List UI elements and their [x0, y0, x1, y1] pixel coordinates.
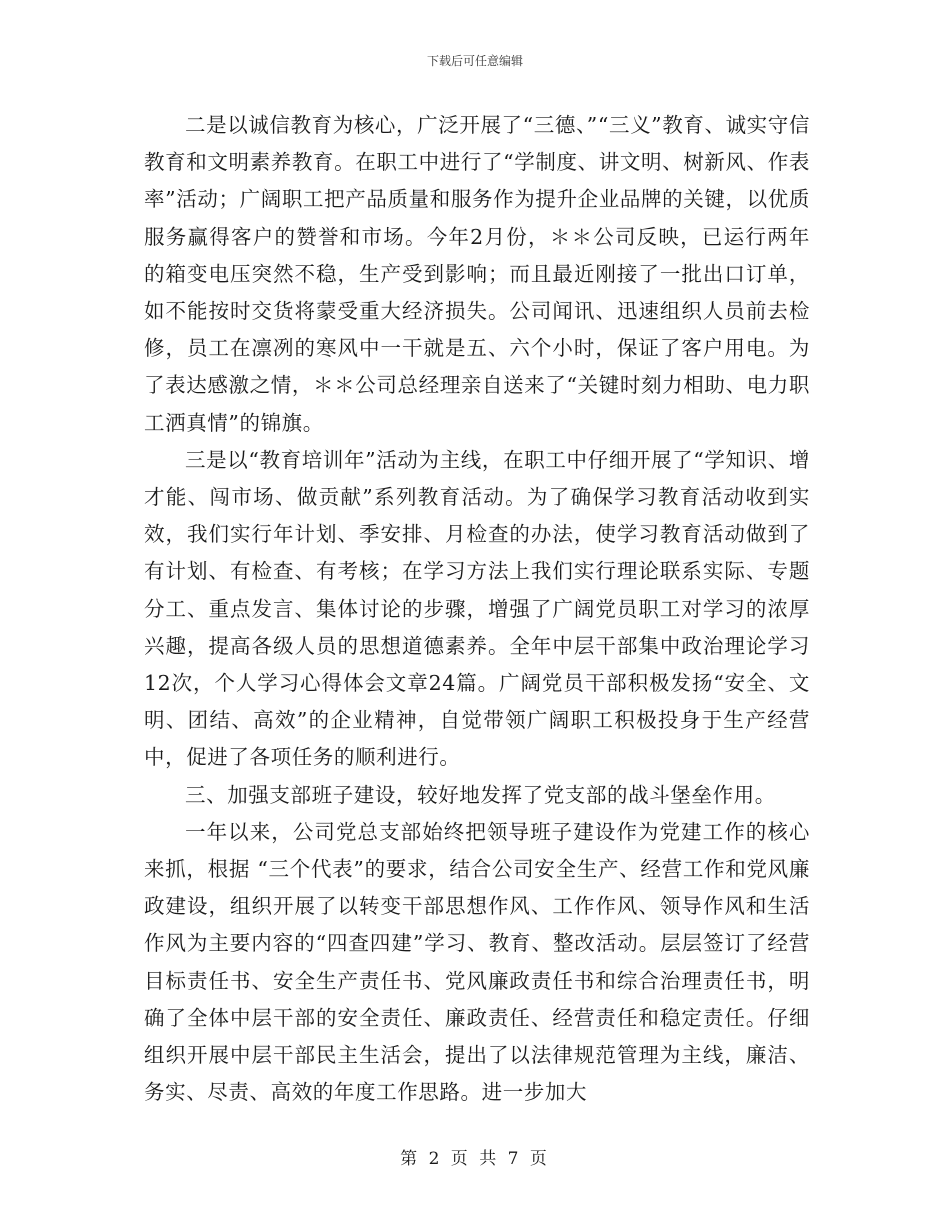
paragraph-training-year: 三是以“教育培训年”活动为主线，在职工中仔细开展了“学知识、增才能、闯市场、做贡献”系列教育活动。为了确保学习教育活动收到实效，我们实行年计划、季安排、月检查的办法，使学习教育活动做到了有计划、有检查、有考核；在学习方法上我们实行理论联系实际、专题分工、重点发言、集体讨论的步骤，增强了广阔党员职工对学习的浓厚兴趣，提高各级人员的思想道德素养。全年中层干部集中政治理论学习12次，个人学习心得体会文章24篇。广阔党员干部积极发扬“安全、文明、团结、高效”的企业精神，自觉带领广阔职工积极投身于生产经营中，促进了各项任务的顺利进行。: [144, 447, 810, 770]
page-header-note: 下载后可任意编辑: [426, 54, 523, 68]
paragraph-integrity-education: 二是以诚信教育为核心，广泛开展了“三德、”“三义”教育、诚实守信教育和文明素养教育。在职工中进行了“学制度、讲文明、树新风、作表率”活动；广阔职工把产品质量和服务作为提升企业品牌的关键，以优质服务赢得客户的赞誉和市场。今年2月份，＊＊公司反映，已运行两年的箱变电压突然不稳，生产受到影响；而且最近刚接了一批出口订单，如不能按时交货将蒙受重大经济损失。公司闻讯、迅速组织人员前去检修，员工在凛冽的寒风中一干就是五、六个小时，保证了客户用电。为了表达感激之情，＊＊公司总经理亲自送来了“关键时刻力相助、电力职工洒真情”的锦旗。: [144, 113, 810, 435]
section-heading-branch-building: 三、加强支部班子建设，较好地发挥了党支部的战斗堡垒作用。: [185, 782, 776, 807]
document-body: [144, 107, 810, 1111]
page-number-footer: 第 2 页 共 7 页: [400, 1149, 550, 1169]
paragraph-leadership-building: 一年以来，公司党总支部始终把领导班子建设作为党建工作的核心来抓，根据 “三个代表”的要求，结合公司安全生产、经营工作和党风廉政建设，组织开展了以转变干部思想作风、工作作风、领导作风和生活作风为主要内容的“四查四建”学习、教育、整改活动。层层签订了经营目标责任书、安全生产责任书、党风廉政责任书和综合治理责任书，明确了全体中层干部的安全责任、廉政责任、经营责任和稳定责任。仔细组织开展中层干部民主生活会，提出了以法律规范管理为主线，廉洁、务实、尽责、高效的年度工作思路。进一步加大: [144, 819, 810, 1105]
